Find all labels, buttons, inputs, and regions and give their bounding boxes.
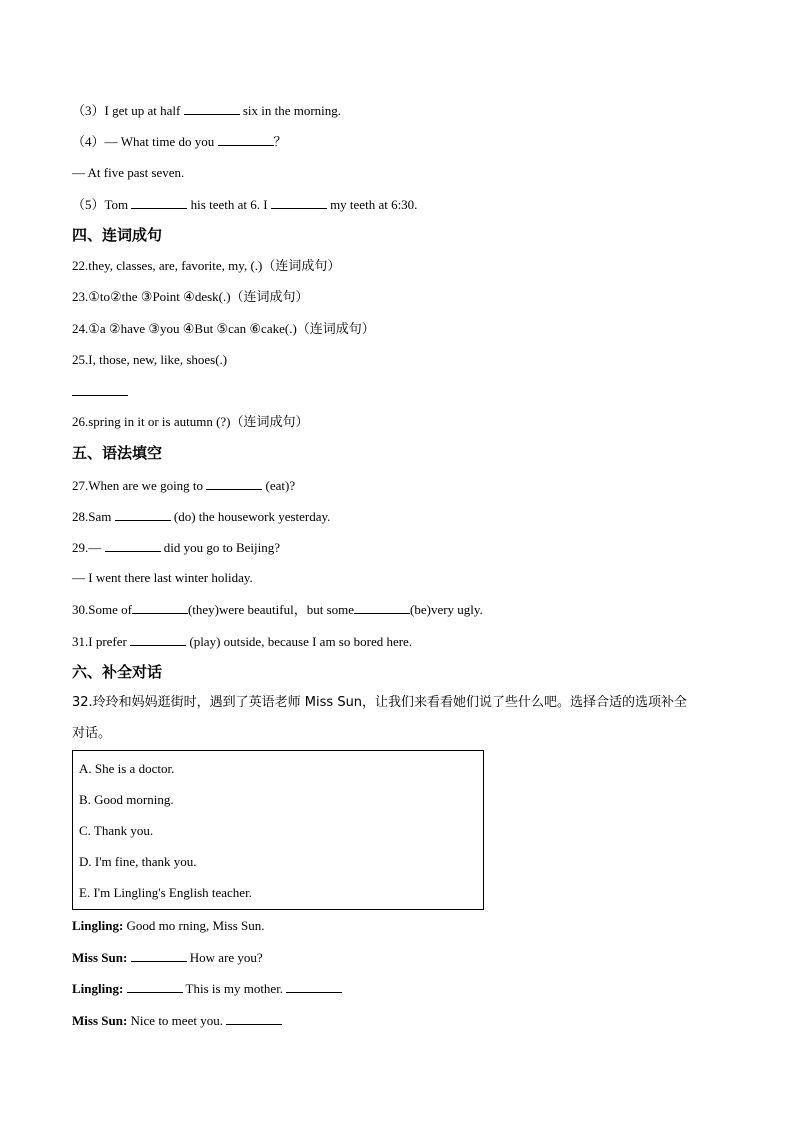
question-text: (they)were beautiful，but some	[187, 602, 355, 617]
question-text: 28.Sam	[72, 509, 115, 524]
option-a: A. She is a doctor.	[79, 761, 175, 776]
dialogue-text: Good mo rning, Miss Sun.	[123, 918, 265, 933]
question-text: my teeth at 6:30.	[326, 197, 418, 212]
speaker-label: Lingling:	[72, 981, 124, 996]
answer-blank[interactable]	[286, 979, 342, 993]
question-26: 26.spring in it or is autumn (?)（连词成句）	[72, 414, 309, 429]
answer-blank[interactable]	[132, 600, 188, 614]
question-text: did you go to Beijing?	[160, 540, 281, 555]
answer-blank[interactable]	[131, 195, 187, 209]
question-32-prompt: 32.玲玲和妈妈逛街时，遇到了英语老师 Miss Sun，让我们来看看她们说了些什么吧。选择合适的选项补全	[72, 695, 688, 710]
section-heading-6: 六、补全对话	[72, 663, 163, 681]
question-3	[72, 101, 341, 120]
answer-blank[interactable]	[206, 476, 262, 490]
answer-blank[interactable]	[271, 195, 327, 209]
answer-blank[interactable]	[130, 632, 186, 646]
question-28	[72, 507, 330, 526]
dialogue-text: This is my mother.	[182, 981, 287, 996]
answer-blank[interactable]	[354, 600, 410, 614]
question-24: 24.①a ②have ③you ④But ⑤can ⑥cake(.)（连词成句）	[72, 321, 375, 336]
question-text: （5）Tom	[72, 197, 132, 212]
dialogue-line-3	[72, 979, 342, 998]
question-23: 23.①to②the ③Point ④desk(.)（连词成句）	[72, 289, 309, 304]
question-text: （3）I get up at half	[72, 103, 184, 118]
dialogue-line-4	[72, 1011, 282, 1030]
option-b: B. Good morning.	[79, 792, 174, 807]
section-heading-5: 五、语法填空	[72, 444, 163, 462]
question-text: six in the morning.	[239, 103, 342, 118]
question-25-answer-line[interactable]	[72, 382, 128, 401]
question-4	[72, 132, 287, 151]
question-29-answer: — I went there last winter holiday.	[72, 570, 253, 585]
speaker-label: Miss Sun:	[72, 950, 128, 965]
question-text: 31.I prefer	[72, 634, 131, 649]
question-32-prompt-cont: 对话。	[72, 726, 112, 741]
question-31	[72, 632, 412, 651]
option-c: C. Thank you.	[79, 823, 154, 838]
question-text: 27.When are we going to	[72, 478, 207, 493]
question-22: 22.they, classes, are, favorite, my, (.)（连词成句）	[72, 258, 341, 273]
options-box	[72, 750, 484, 910]
answer-blank[interactable]	[131, 948, 187, 962]
speaker-label: Miss Sun:	[72, 1013, 128, 1028]
question-29	[72, 538, 280, 557]
answer-blank[interactable]	[226, 1011, 282, 1025]
question-text: (play) outside, because I am so bored here.	[186, 634, 413, 649]
question-5	[72, 195, 417, 214]
question-text: (be)very ugly.	[410, 602, 483, 617]
question-25: 25.I, those, new, like, shoes(.)	[72, 352, 228, 367]
question-text: 29.—	[72, 540, 105, 555]
dialogue-text: How are you?	[186, 950, 263, 965]
question-27	[72, 476, 295, 495]
question-text: （4）— What time do you	[72, 134, 218, 149]
answer-blank[interactable]	[184, 101, 240, 115]
question-text: (eat)?	[262, 478, 296, 493]
dialogue-text: Nice to meet you.	[127, 1013, 227, 1028]
speaker-label: Lingling:	[72, 918, 124, 933]
answer-blank[interactable]	[72, 382, 128, 396]
question-text: his teeth at 6. I	[187, 197, 271, 212]
answer-blank[interactable]	[115, 507, 171, 521]
option-d: D. I'm fine, thank you.	[79, 854, 197, 869]
question-text: ？	[273, 134, 287, 149]
section-heading-4: 四、连词成句	[72, 226, 163, 244]
answer-blank[interactable]	[105, 538, 161, 552]
dialogue-line-2	[72, 948, 263, 967]
question-4-answer: — At five past seven.	[72, 165, 185, 180]
answer-blank[interactable]	[127, 979, 183, 993]
question-text: (do) the housework yesterday.	[170, 509, 331, 524]
option-e: E. I'm Lingling's English teacher.	[79, 885, 252, 900]
question-text: 30.Some of	[72, 602, 132, 617]
answer-blank[interactable]	[218, 132, 274, 146]
question-30	[72, 600, 483, 619]
dialogue-line-1	[72, 917, 265, 935]
